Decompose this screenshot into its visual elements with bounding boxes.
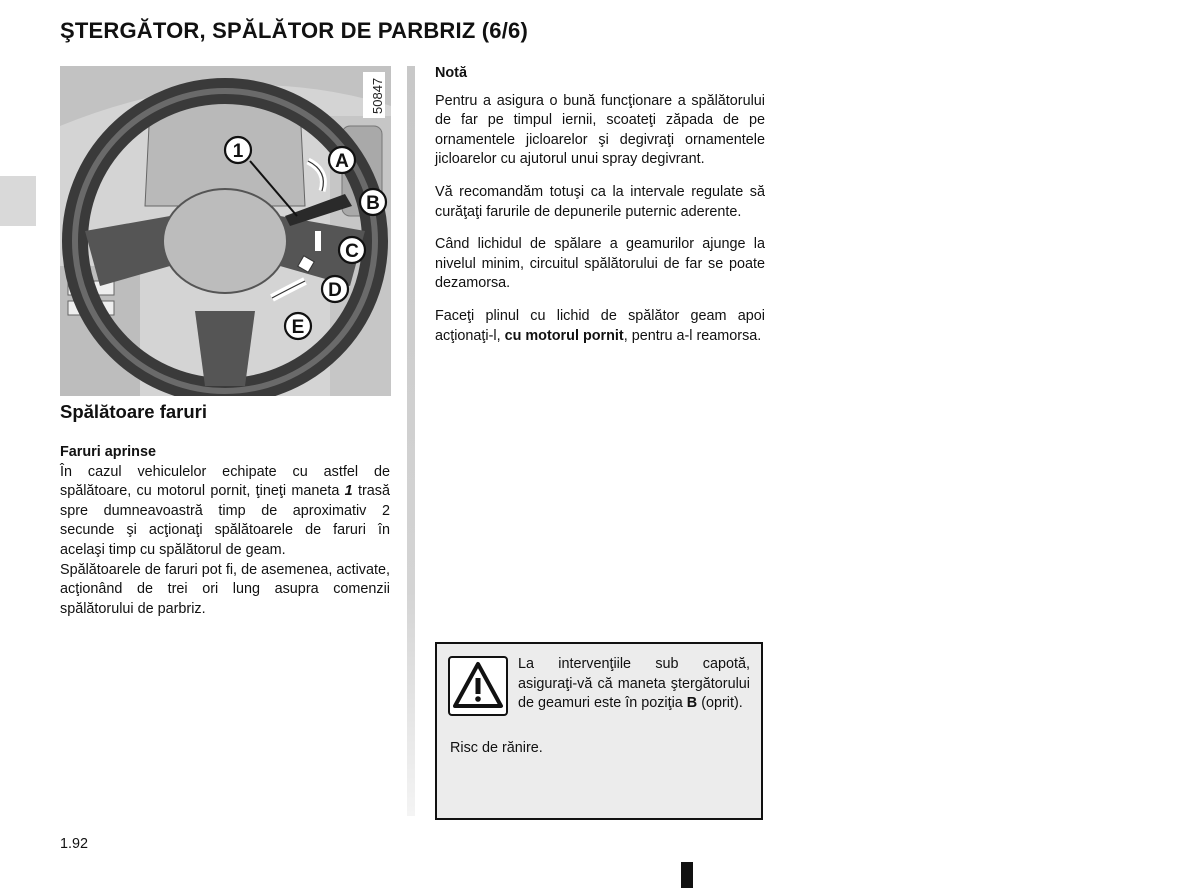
svg-text:B: B <box>366 193 380 214</box>
callout-c <box>339 237 365 263</box>
figure-code: 50847 <box>370 77 385 114</box>
reference-number: 1 <box>344 483 353 500</box>
note-paragraph-2: Vă recomandăm totuşi ca la intervale regulate să curăţaţi farurile de depunerile puternic aderente. <box>435 183 765 220</box>
callout-d <box>322 276 348 302</box>
callout-e <box>285 313 311 339</box>
svg-text:1: 1 <box>232 141 244 162</box>
paragraph-1: În cazul vehiculelor echipate cu astfel de spălătoare, cu motorul pornit, ţineţi maneta 1 trasă spre dumneavoastră timp de aproximativ 2 secunde şi acţionaţi spălătoarele de faruri în acelaşi timp cu spălătorul de geam. <box>60 463 390 558</box>
paragraph-2: Spălătoarele de faruri pot fi, de asemenea, activate, acţionând de trei ori lung asupra comenzii spălătorului de parbriz. <box>60 561 390 617</box>
note-paragraph-3: Când lichidul de spălare a geamurilor ajunge la nivelul minim, circuitul spălătorului de far se poate dezamorsa. <box>435 236 765 292</box>
page-title: ŞTERGĂTOR, SPĂLĂTOR DE PARBRIZ (6/6) <box>60 18 529 43</box>
page-marker <box>681 862 693 888</box>
steering-wheel-illustration <box>60 66 391 396</box>
note-title: Notă <box>435 65 467 81</box>
chapter-tab <box>0 176 36 226</box>
page-number: 1.92 <box>60 836 89 852</box>
svg-text:E: E <box>291 317 305 338</box>
note-paragraph-4: Faceţi plinul cu lichid de spălător geam apoi acţionaţi-l, cu motorul pornit, pentru a-l reamorsa. <box>435 307 765 344</box>
column-divider <box>407 66 415 816</box>
section-heading: Spălătoare faruri <box>60 401 208 422</box>
svg-text:C: C <box>345 241 359 262</box>
callout-b <box>360 189 386 215</box>
callout-a <box>329 147 355 173</box>
right-column <box>435 64 765 359</box>
warning-text: La intervenţiile sub capotă, asiguraţi-vă că maneta ştergătorului de geamuri este în poziţia B (oprit). <box>518 656 750 712</box>
subheading: Faruri aprinse <box>60 444 156 460</box>
note-paragraph-1: Pentru a asigura o bună funcţionare a spălătorului de far pe timpul iernii, scoateţi zăpada de pe ornamentele jicloarelor şi degivraţi ornamentele jicloarelor cu ajutorul unui spray degivrant. <box>435 92 765 168</box>
callout-1 <box>225 137 251 163</box>
warning-box <box>435 642 763 820</box>
warning-triangle-icon <box>448 656 508 716</box>
warning-risk: Risc de rănire. <box>450 740 543 756</box>
left-column <box>60 443 390 619</box>
svg-text:D: D <box>328 280 342 301</box>
svg-text:A: A <box>335 151 349 172</box>
